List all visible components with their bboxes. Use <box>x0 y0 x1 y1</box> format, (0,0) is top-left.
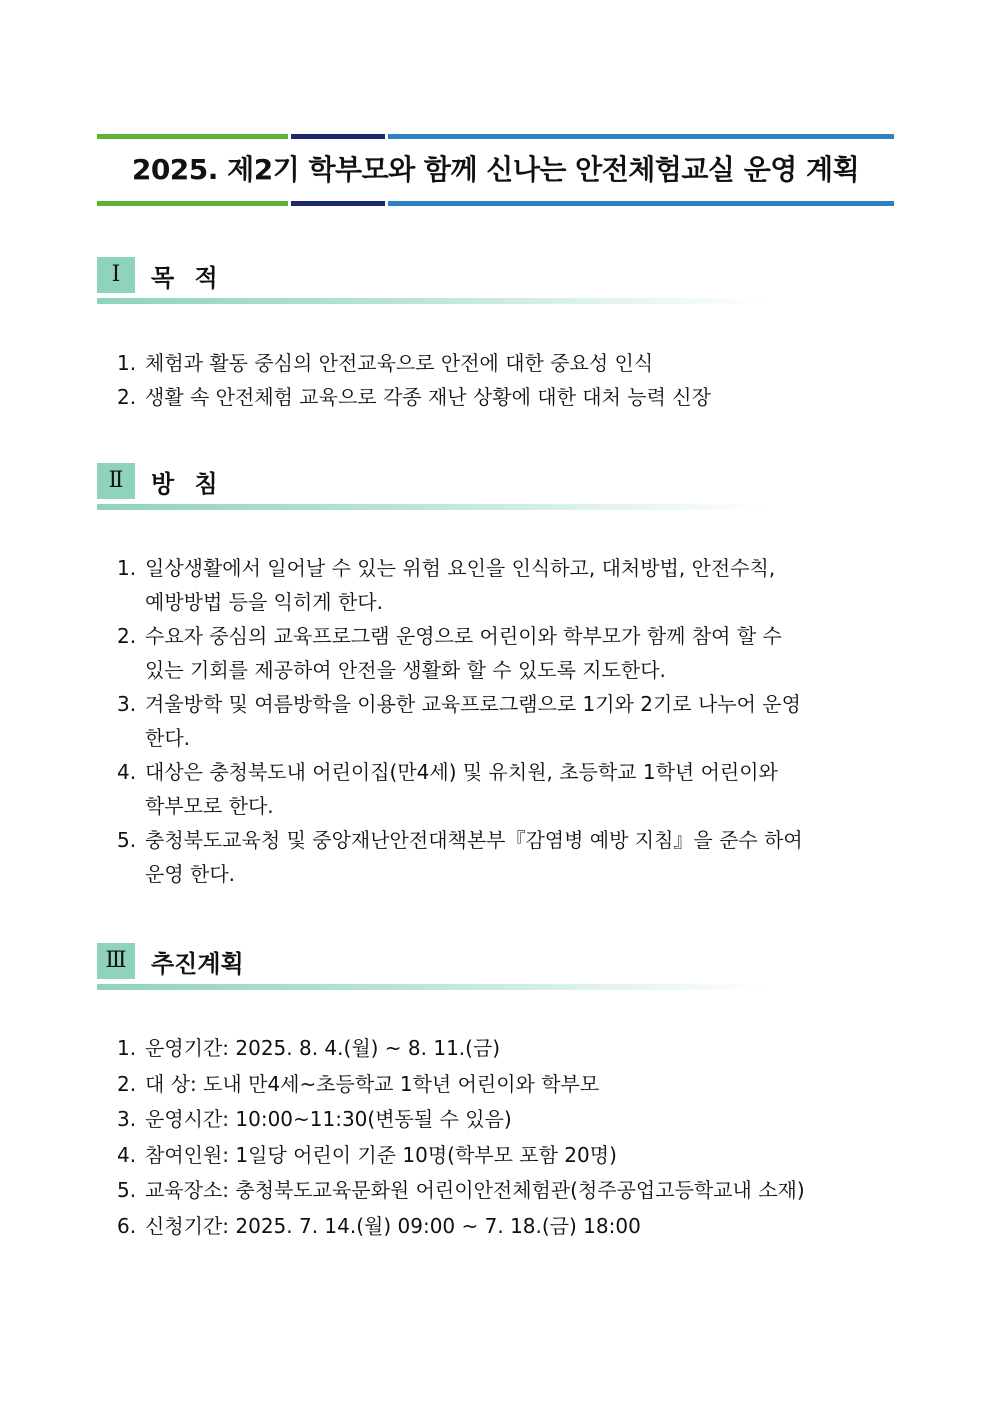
item-text: 수요자 중심의 교육프로그램 운영으로 어린이와 학부모가 함께 참여 할 수 <box>145 624 782 648</box>
section-header <box>97 257 767 293</box>
title-top-bar <box>97 134 894 139</box>
item-number: 3. <box>117 692 137 716</box>
item-text-block <box>145 687 897 755</box>
bar-blue-segment <box>388 134 894 139</box>
item-text-continued: 한다. <box>145 726 190 750</box>
item-text: 운영기간: 2025. 8. 4.(월) ~ 8. 11.(금) <box>145 1036 501 1060</box>
section-title: 추진계획 <box>151 949 244 978</box>
section-numeral: Ⅱ <box>97 463 135 499</box>
section-title: 목 적 <box>151 263 224 292</box>
plan-list <box>117 1031 897 1244</box>
item-text-continued: 있는 기회를 제공하여 안전을 생활화 할 수 있도록 지도한다. <box>145 658 666 682</box>
item-text-block <box>145 551 897 619</box>
section-numeral: Ⅰ <box>97 257 135 293</box>
item-number: 2. <box>117 624 137 648</box>
list-item <box>117 1173 897 1209</box>
item-text: 생활 속 안전체험 교육으로 각종 재난 상황에 대한 대처 능력 신장 <box>145 385 711 409</box>
list-item <box>117 755 897 823</box>
section-title: 방 침 <box>151 469 224 498</box>
section-header <box>97 463 767 499</box>
section-policy <box>97 463 767 510</box>
list-item <box>117 823 897 891</box>
page-title: 2025. 제2기 학부모와 함께 신나는 안전체험교실 운영 계획 <box>131 153 860 186</box>
title-bottom-bar <box>97 201 894 206</box>
item-text: 충청북도교육청 및 중앙재난안전대책본부『감염병 예방 지침』을 준수 하여 <box>145 828 803 852</box>
list-item <box>117 380 897 414</box>
bar-green-segment <box>97 134 288 139</box>
item-text: 대 상: 도내 만4세~초등학교 1학년 어린이와 학부모 <box>145 1071 600 1096</box>
item-text: 체험과 활동 중심의 안전교육으로 안전에 대한 중요성 인식 <box>145 351 654 375</box>
list-item <box>117 1138 897 1174</box>
item-text-continued: 운영 한다. <box>145 862 235 886</box>
item-number: 1. <box>117 351 137 375</box>
section-purpose <box>97 257 767 304</box>
item-text: 운영시간: 10:00~11:30(변동될 수 있음) <box>145 1107 512 1131</box>
list-item <box>117 551 897 619</box>
list-item <box>117 1067 897 1103</box>
item-text: 신청기간: 2025. 7. 14.(월) 09:00 ~ 7. 18.(금) 18:00 <box>145 1213 641 1238</box>
section-underline <box>97 298 767 304</box>
item-number: 6. <box>117 1213 137 1238</box>
title-block <box>97 134 894 208</box>
item-number: 1. <box>117 556 137 580</box>
item-text-block <box>145 755 897 823</box>
item-text: 참여인원: 1일당 어린이 기준 10명(학부모 포함 20명) <box>145 1142 617 1167</box>
item-text-block <box>145 823 897 891</box>
list-item <box>117 1102 897 1138</box>
section-underline <box>97 504 767 510</box>
list-item <box>117 346 897 380</box>
section-numeral: Ⅲ <box>97 943 135 979</box>
item-text-continued: 학부모로 한다. <box>145 794 274 818</box>
item-text-block <box>145 619 897 687</box>
item-number: 5. <box>117 1178 137 1202</box>
list-item <box>117 1209 897 1245</box>
item-number: 3. <box>117 1107 137 1131</box>
purpose-list <box>117 346 897 414</box>
item-text: 교육장소: 충청북도교육문화원 어린이안전체험관(청주공업고등학교내 소재) <box>145 1178 805 1202</box>
list-item <box>117 1031 897 1067</box>
bar-green-segment <box>97 201 288 206</box>
item-text-continued: 예방방법 등을 익히게 한다. <box>145 590 383 614</box>
item-number: 4. <box>117 1142 137 1167</box>
item-text: 일상생활에서 일어날 수 있는 위험 요인을 인식하고, 대처방법, 안전수칙, <box>145 556 776 580</box>
section-header <box>97 943 767 979</box>
section-underline <box>97 984 767 990</box>
item-number: 5. <box>117 828 137 852</box>
item-number: 1. <box>117 1036 137 1060</box>
section-plan <box>97 943 767 990</box>
item-number: 2. <box>117 385 137 409</box>
bar-navy-segment <box>291 201 385 206</box>
bar-navy-segment <box>291 134 385 139</box>
list-item <box>117 619 897 687</box>
item-text: 대상은 충청북도내 어린이집(만4세) 및 유치원, 초등학교 1학년 어린이와 <box>145 760 778 784</box>
item-number: 4. <box>117 760 137 784</box>
list-item <box>117 687 897 755</box>
item-number: 2. <box>117 1071 137 1096</box>
item-text: 겨울방학 및 여름방학을 이용한 교육프로그램으로 1기와 2기로 나누어 운영 <box>145 692 801 716</box>
policy-list <box>117 551 897 891</box>
bar-blue-segment <box>388 201 894 206</box>
